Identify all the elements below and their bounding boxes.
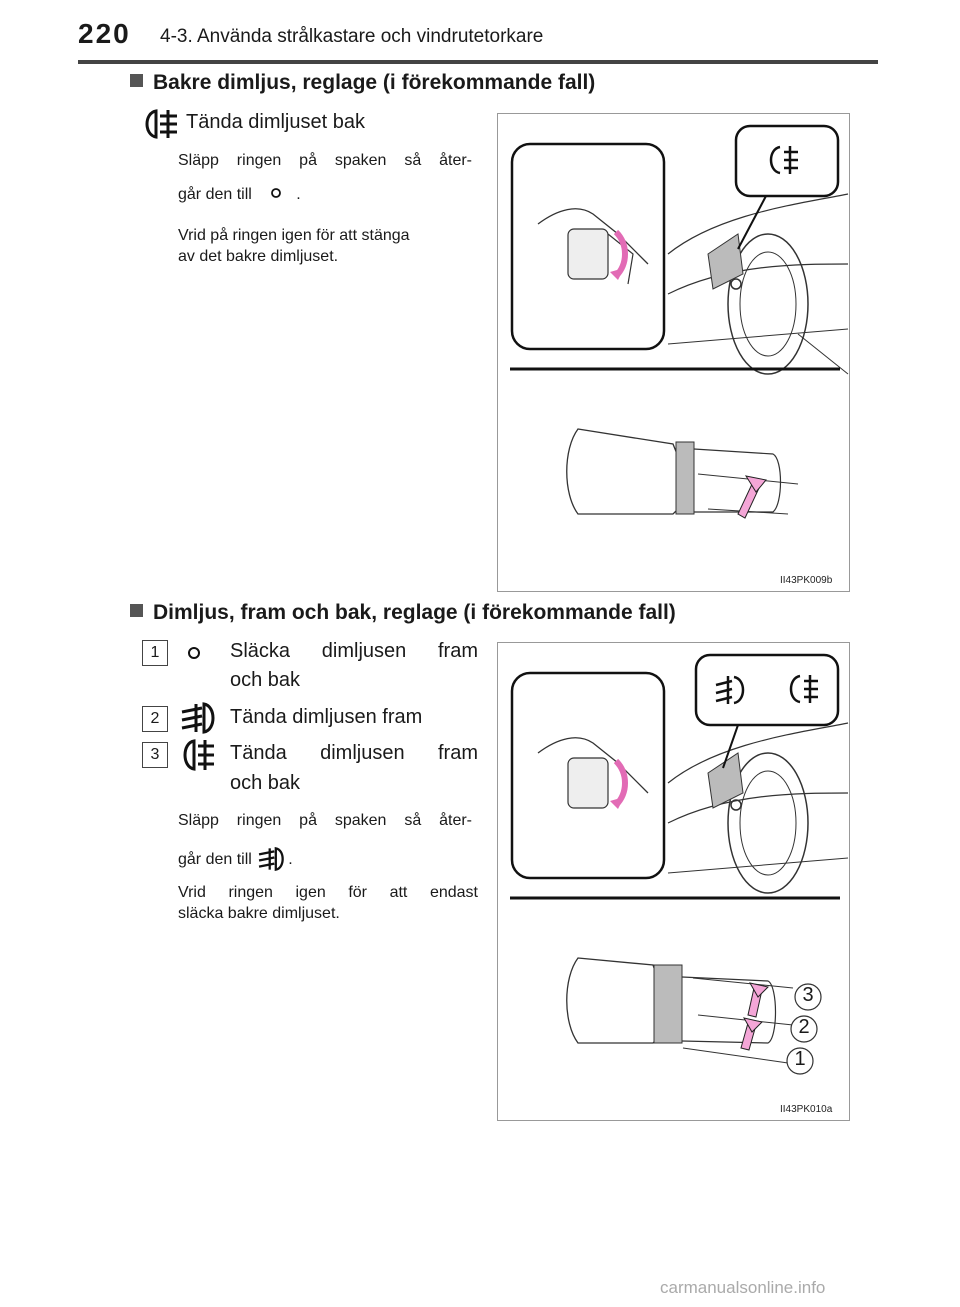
paragraph-text: . bbox=[296, 186, 301, 203]
item-number-2: 2 bbox=[142, 706, 168, 732]
section-title-text: Bakre dimljus, reglage (i förekommande fall) bbox=[153, 71, 596, 94]
rear-fog-light-icon bbox=[178, 737, 220, 773]
off-circle-icon bbox=[256, 184, 296, 205]
paragraph-line: Vrid ringen igen för att endast bbox=[178, 884, 478, 901]
callout-number: 3 bbox=[802, 984, 814, 1006]
paragraph-line: släcka bakre dimljuset. bbox=[178, 905, 340, 922]
figure-rear-fog-switch bbox=[497, 113, 850, 592]
item-label-line: och bak bbox=[230, 669, 301, 691]
figure-code: II43PK009b bbox=[780, 575, 833, 586]
figure-front-rear-fog-switch bbox=[497, 642, 850, 1121]
watermark: carmanualsonline.info bbox=[660, 1278, 826, 1297]
figure-code: II43PK010a bbox=[780, 1104, 833, 1115]
paragraph-text: går den till bbox=[178, 186, 252, 203]
paragraph bbox=[178, 882, 478, 924]
rear-fog-light-icon bbox=[140, 107, 182, 141]
section-title-rear-fog bbox=[130, 71, 595, 95]
paragraph bbox=[178, 225, 478, 267]
paragraph-line: Vrid på ringen igen för att stänga bbox=[178, 227, 410, 244]
front-fog-light-icon bbox=[178, 700, 220, 736]
callout-number: 2 bbox=[798, 1016, 810, 1038]
bullet-square-icon bbox=[130, 74, 143, 87]
item-label-line: och bak bbox=[230, 772, 301, 794]
illustration-dashboard bbox=[498, 114, 849, 591]
paragraph-line: Släpp ringen på spaken så åter- bbox=[178, 812, 472, 829]
paragraph-line bbox=[178, 184, 301, 205]
paragraph-text: . bbox=[288, 851, 293, 868]
item-number-3: 3 bbox=[142, 742, 168, 768]
paragraph-text: går den till bbox=[178, 851, 252, 868]
page-number: 220 bbox=[78, 18, 131, 49]
off-circle-icon bbox=[186, 645, 202, 661]
section-title-text: Dimljus, fram och bak, reglage (i förekommande fall) bbox=[153, 601, 676, 624]
item-label-line: Tända dimljusen fram bbox=[230, 706, 423, 728]
section-title-front-rear-fog bbox=[130, 601, 676, 625]
item-label-line: Tända dimljusen fram bbox=[230, 742, 478, 764]
item-label-line: Släcka dimljusen fram bbox=[230, 640, 478, 662]
bullet-square-icon bbox=[130, 604, 143, 617]
front-fog-light-icon bbox=[256, 844, 288, 874]
header-rule bbox=[78, 60, 878, 64]
chapter-title: 4-3. Använda strålkastare och vindrutetorkare bbox=[160, 26, 544, 47]
paragraph-line bbox=[178, 844, 293, 874]
item-label-rear-fog: Tända dimljuset bak bbox=[186, 111, 365, 133]
paragraph-line: Släpp ringen på spaken så åter- bbox=[178, 152, 472, 169]
paragraph-line: av det bakre dimljuset. bbox=[178, 248, 339, 265]
callout-number: 1 bbox=[794, 1048, 806, 1070]
item-number-1: 1 bbox=[142, 640, 168, 666]
